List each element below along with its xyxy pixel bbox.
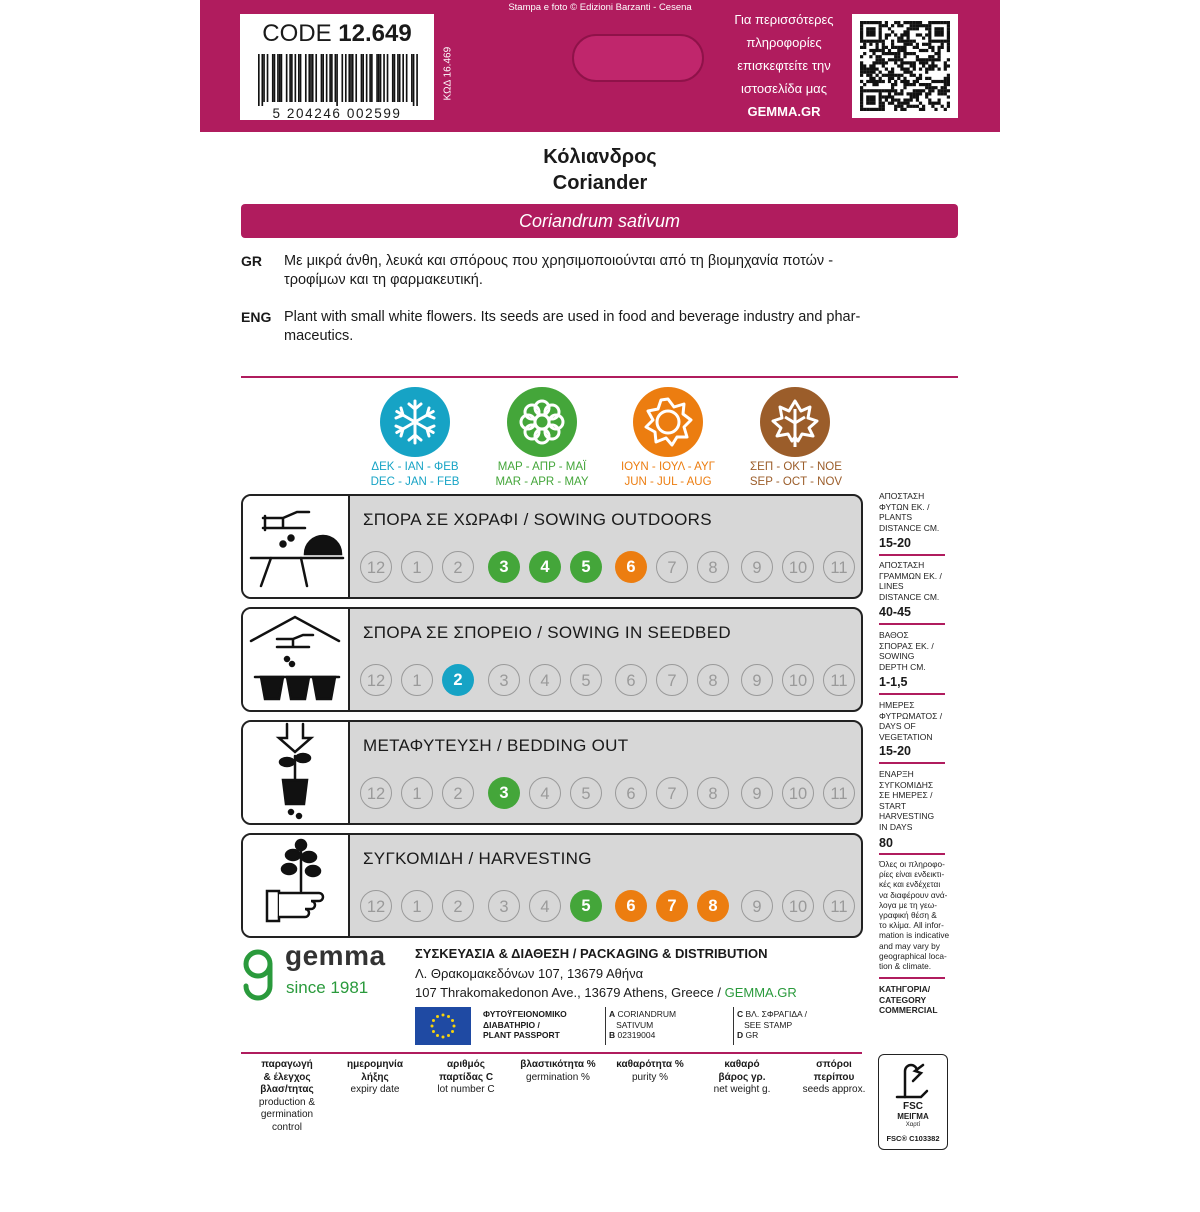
month-10: 10 <box>782 890 814 922</box>
eng-label: ENG <box>241 309 272 325</box>
flower-icon <box>507 387 577 457</box>
info-column: καθαρότητα % purity % <box>616 1059 684 1083</box>
spec-plants-distance: 15-20 <box>879 536 911 550</box>
eu-flag-icon <box>415 1007 471 1045</box>
spec-harvest-label: ΕΝΑΡΞΗ ΣΥΓΚΟΜΙΔΗΣ ΣΕ ΗΜΕΡΕΣ / START HARVESTING IN DAYS <box>879 769 935 832</box>
month-6: 6 <box>615 551 647 583</box>
latin-name: Coriandrum sativum <box>518 211 681 231</box>
brand-since: since 1981 <box>286 978 369 997</box>
latin-name-band <box>241 204 958 238</box>
month-8: 8 <box>697 777 729 809</box>
month-7: 7 <box>656 664 688 696</box>
desc-line: maceutics. <box>284 328 354 344</box>
row-bedding-out <box>241 720 863 825</box>
month-4: 4 <box>529 664 561 696</box>
month-4: 4 <box>529 890 561 922</box>
desc-line: Με μικρά άνθη, λευκά και σπόρους που χρησιμοποιούνται από τη βιομηχανία ποτών - <box>284 253 834 269</box>
month-4: 4 <box>529 551 561 583</box>
spec-depth: 1-1,5 <box>879 675 908 689</box>
desc-line: Plant with small white flowers. Its seeds are used in food and beverage industry and phar- <box>284 309 861 325</box>
month-1: 1 <box>401 890 433 922</box>
info-line: Για περισσότερες <box>734 12 834 27</box>
info-line: πληροφορίες <box>746 35 822 50</box>
month-7: 7 <box>656 551 688 583</box>
season-summer-gr: ΙΟΥΝ - ΙΟΥΛ - ΑΥΓ <box>620 461 715 473</box>
month-11: 11 <box>823 777 855 809</box>
info-column: παραγωγή & έλεγχος βλασ/τητας production & germination control <box>258 1059 316 1133</box>
spec-vegetation-label: ΗΜΕΡΕΣ ΦΥΤΡΩΜΑΤΟΣ / DAYS OF VEGETATION <box>879 700 943 742</box>
activity-label: ΣΥΓΚΟΜΙΔΗ / HARVESTING <box>363 849 592 868</box>
divider <box>241 1052 862 1054</box>
spec-lines-distance: 40-45 <box>879 605 911 619</box>
month-12: 12 <box>360 890 392 922</box>
address-greek: Λ. Θρακομακεδόνων 107, 13679 Αθήνα <box>415 966 644 981</box>
disclaimer: Όλες οι πληροφο- ρίες είναι ενδεικτι- κές και ενδέχεται να διαφέρουν ανά- λογα με τη γεω- γραφική θέση & το κλίμα. All infor- mation is indicative and may vary by geographical loca- tion & climate. <box>879 859 950 972</box>
info-column: αριθμός παρτίδας C lot number C <box>437 1059 495 1095</box>
gr-label: GR <box>241 253 262 269</box>
month-2: 2 <box>442 664 474 696</box>
month-6: 6 <box>615 890 647 922</box>
season-winter-gr: ΔΕΚ - ΙΑΝ - ΦΕΒ <box>371 461 459 473</box>
fsc-name: FSC <box>903 1101 923 1112</box>
row-harvesting <box>241 833 863 938</box>
month-8: 8 <box>697 890 729 922</box>
month-4: 4 <box>529 777 561 809</box>
season-summer-en: JUN - JUL - AUG <box>624 476 712 488</box>
month-2: 2 <box>442 777 474 809</box>
row-sowing-seedbed <box>241 607 863 712</box>
barcode-label <box>240 14 434 120</box>
divider <box>879 762 945 764</box>
spec-vegetation: 15-20 <box>879 744 911 758</box>
divider <box>879 853 945 855</box>
info-column: ημερομηνία λήξης expiry date <box>347 1059 403 1095</box>
month-8: 8 <box>697 551 729 583</box>
seedbed-icon <box>243 609 350 710</box>
season-autumn-gr: ΣΕΠ - ΟΚΤ - ΝΟΕ <box>750 461 842 473</box>
divider <box>879 977 945 979</box>
title-greek: Κόλιανδρος <box>543 146 657 168</box>
sun-icon <box>633 387 703 457</box>
month-10: 10 <box>782 551 814 583</box>
fsc-badge <box>878 1054 948 1150</box>
month-10: 10 <box>782 777 814 809</box>
season-spring-en: MAR - APR - MAY <box>495 476 589 488</box>
fsc-mix: ΜΕΙΓΜΑ <box>897 1112 929 1121</box>
category-label: ΚΑΤΗΓΟΡΙΑ/ CATEGORY COMMERCIAL <box>879 984 938 1015</box>
info-text <box>714 8 854 123</box>
month-5: 5 <box>570 890 602 922</box>
activity-label: ΣΠΟΡΑ ΣΕ ΧΩΡΑΦΙ / SOWING OUTDOORS <box>363 510 712 529</box>
month-6: 6 <box>615 664 647 696</box>
transplant-icon <box>243 722 350 823</box>
month-3: 3 <box>488 551 520 583</box>
month-12: 12 <box>360 777 392 809</box>
desc-line: τροφίμων και τη φαρμακευτική. <box>284 272 483 288</box>
month-7: 7 <box>656 777 688 809</box>
gemma-logo-icon <box>241 947 275 1003</box>
product-code: CODE 12.649 <box>262 20 412 47</box>
month-1: 1 <box>401 664 433 696</box>
month-10: 10 <box>782 664 814 696</box>
month-9: 9 <box>741 551 773 583</box>
qr-code[interactable] <box>852 14 958 118</box>
hanger-slot <box>572 34 704 82</box>
month-3: 3 <box>488 890 520 922</box>
month-11: 11 <box>823 664 855 696</box>
month-9: 9 <box>741 777 773 809</box>
month-11: 11 <box>823 890 855 922</box>
month-3: 3 <box>488 777 520 809</box>
passport-title: ΦΥΤΟΫΓΕΙΟΝΟΜΙΚΟ ΔΙΑΒΑΤΗΡΙΟ / PLANT PASSPORT <box>483 1009 567 1040</box>
month-6: 6 <box>615 777 647 809</box>
fsc-tree-icon <box>893 1061 933 1101</box>
month-11: 11 <box>823 551 855 583</box>
spec-harvest: 80 <box>879 836 893 850</box>
info-column: καθαρό βάρος γρ. net weight g. <box>713 1059 771 1095</box>
spec-lines-distance-label: ΑΠΟΣΤΑΣΗ ΓΡΑΜΜΩΝ ΕΚ. / LINES DISTANCE CM. <box>879 560 942 602</box>
snowflake-icon <box>380 387 450 457</box>
title-english: Coriander <box>552 172 648 194</box>
harvest-icon <box>243 835 350 936</box>
month-1: 1 <box>401 777 433 809</box>
month-5: 5 <box>570 777 602 809</box>
activity-label: ΣΠΟΡΑ ΣΕ ΣΠΟΡΕΙΟ / SOWING IN SEEDBED <box>363 623 731 642</box>
passport-fields-cd: C ΒΛ. ΣΦΡΑΓΙΔΑ / SEE STAMP D GR <box>737 1009 807 1040</box>
barcode <box>258 54 418 106</box>
plant-passport <box>415 1007 845 1045</box>
brand-name: gemma <box>285 940 386 971</box>
passport-fields-ab: A CORIANDRUM SATIVUM B 02319004 <box>609 1009 677 1040</box>
month-2: 2 <box>442 890 474 922</box>
footer-website-link[interactable]: GEMMA.GR <box>724 985 797 1000</box>
info-column: σπόροι περίπου seeds approx. <box>802 1059 866 1095</box>
month-5: 5 <box>570 551 602 583</box>
address-english: 107 Thrakomakedonon Ave., 13679 Athens, Greece / GEMMA.GR <box>415 985 797 1000</box>
month-7: 7 <box>656 890 688 922</box>
row-sowing-outdoors <box>241 494 863 599</box>
kod-number: ΚΩΔ 16.469 <box>442 46 454 101</box>
sowing-outdoors-icon <box>243 496 350 597</box>
info-column: βλαστικότητα % germination % <box>520 1059 596 1083</box>
month-1: 1 <box>401 551 433 583</box>
month-2: 2 <box>442 551 474 583</box>
info-line: επισκεφτείτε την <box>737 58 831 73</box>
divider <box>879 554 945 556</box>
eng-description <box>284 308 958 346</box>
activity-label: ΜΕΤΑΦΥΤΕΥΣΗ / BEDDING OUT <box>363 736 629 755</box>
month-3: 3 <box>488 664 520 696</box>
print-credit: Stampa e foto © Edizioni Barzanti - Cesena <box>508 2 692 13</box>
spec-depth-label: ΒΑΘΟΣ ΣΠΟΡΑΣ ΕΚ. / SOWING DEPTH CM. <box>879 630 934 672</box>
month-12: 12 <box>360 551 392 583</box>
gr-description <box>284 252 958 290</box>
website-link[interactable]: GEMMA.GR <box>747 104 821 119</box>
season-autumn-en: SEP - OCT - NOV <box>749 476 843 488</box>
month-5: 5 <box>570 664 602 696</box>
divider <box>879 623 945 625</box>
divider <box>879 693 945 695</box>
info-line: ιστοσελίδα μας <box>741 81 827 96</box>
month-8: 8 <box>697 664 729 696</box>
month-9: 9 <box>741 890 773 922</box>
fsc-code: FSC® C103382 <box>886 1134 940 1143</box>
month-9: 9 <box>741 664 773 696</box>
barcode-number: 5 204246 002599 <box>272 106 402 121</box>
divider <box>241 376 958 378</box>
season-winter-en: DEC - JAN - FEB <box>370 476 460 488</box>
season-spring-gr: ΜΑΡ - ΑΠΡ - ΜΑΪ <box>497 461 587 473</box>
leaf-icon <box>760 387 830 457</box>
spec-plants-distance-label: ΑΠΟΣΤΑΣΗ ΦΥΤΩΝ ΕΚ. / PLANTS DISTANCE CM. <box>879 491 940 533</box>
fsc-paper: Χαρτί <box>905 1122 921 1128</box>
packaging-title: ΣΥΣΚΕΥΑΣΙΑ & ΔΙΑΘΕΣΗ / PACKAGING & DISTRIBUTION <box>415 946 768 961</box>
month-12: 12 <box>360 664 392 696</box>
